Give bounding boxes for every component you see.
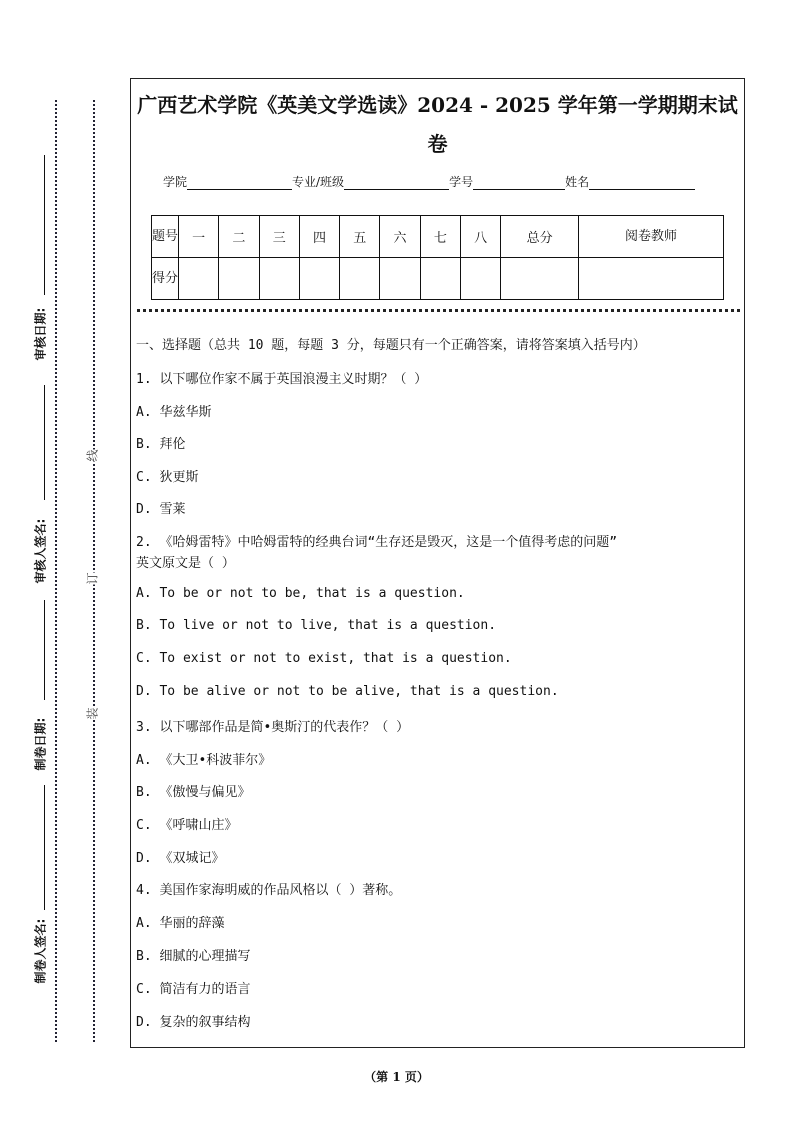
header-cell: 阅卷教师 xyxy=(579,216,724,258)
binding-dotted-line xyxy=(55,100,57,1042)
score-cell[interactable] xyxy=(340,258,380,300)
header-cell: 六 xyxy=(380,216,420,258)
header-cell: 三 xyxy=(259,216,299,258)
maker-sign-label: 制卷人签名: xyxy=(33,918,48,984)
option: A. 《大卫•科波菲尔》 xyxy=(136,753,272,768)
option: B. To live or not to live, that is a question. xyxy=(136,618,497,633)
option: A. To be or not to be, that is a question. xyxy=(136,586,465,601)
score-cell[interactable] xyxy=(380,258,420,300)
option: C. 《呼啸山庄》 xyxy=(136,818,238,833)
bind-mark: 线 xyxy=(85,449,100,462)
college-field[interactable] xyxy=(187,176,292,190)
question-stem-cont: 英文原文是（ ） xyxy=(136,556,235,571)
option: D. 雪莱 xyxy=(136,502,186,517)
score-cell[interactable] xyxy=(259,258,299,300)
question-stem: 2. 《哈姆雷特》中哈姆雷特的经典台词“生存还是毁灭，这是一个值得考虑的问题” xyxy=(136,535,618,550)
option: D. To be alive or not to be alive, that is a question. xyxy=(136,684,559,699)
id-label: 学号 xyxy=(449,175,474,189)
make-date-label: 制卷日期: xyxy=(33,717,48,771)
section-heading: 一、选择题（总共 10 题，每题 3 分，每题只有一个正确答案，请将答案填入括号内） xyxy=(136,338,646,353)
header-cell: 总分 xyxy=(501,216,579,258)
option: A. 华丽的辞藻 xyxy=(136,916,225,931)
question-stem: 3. 以下哪部作品是简•奥斯汀的代表作？（ ） xyxy=(136,720,410,735)
exam-title: 广西艺术学院《英美文学选读》2024 - 2025 学年第一学期期末试 xyxy=(137,93,738,117)
student-info xyxy=(163,173,695,190)
major-label: 专业/班级 xyxy=(292,175,345,189)
header-cell: 四 xyxy=(299,216,339,258)
exam-title-cont: 卷 xyxy=(427,132,448,156)
option: D. 复杂的叙事结构 xyxy=(136,1015,251,1030)
option: C. 简洁有力的语言 xyxy=(136,982,251,997)
score-cell[interactable] xyxy=(179,258,219,300)
major-field[interactable] xyxy=(344,176,449,190)
option: B. 拜伦 xyxy=(136,437,186,452)
signature-line xyxy=(44,785,45,910)
name-label: 姓名 xyxy=(565,175,590,189)
option: D. 《双城记》 xyxy=(136,851,225,866)
score-cell[interactable] xyxy=(219,258,259,300)
option: B. 细腻的心理描写 xyxy=(136,949,251,964)
score-cell[interactable] xyxy=(299,258,339,300)
bind-mark: 装 xyxy=(85,707,100,720)
header-cell: 二 xyxy=(219,216,259,258)
option: C. 狄更斯 xyxy=(136,470,199,485)
header-cell: 五 xyxy=(340,216,380,258)
college-label: 学院 xyxy=(163,175,188,189)
score-cell[interactable] xyxy=(501,258,579,300)
cut-line xyxy=(137,309,740,312)
option: B. 《傲慢与偏见》 xyxy=(136,785,251,800)
score-table xyxy=(151,215,724,300)
score-cell[interactable] xyxy=(460,258,500,300)
header-cell: 八 xyxy=(460,216,500,258)
question-stem: 4. 美国作家海明威的作品风格以（ ）著称。 xyxy=(136,883,402,898)
signature-line xyxy=(44,155,45,295)
signature-line xyxy=(44,600,45,700)
name-field[interactable] xyxy=(589,176,695,190)
question-stem: 1. 以下哪位作家不属于英国浪漫主义时期？（ ） xyxy=(136,372,428,387)
header-cell: 得分 xyxy=(152,258,179,300)
header-cell: 一 xyxy=(179,216,219,258)
signature-line xyxy=(44,385,45,500)
score-cell[interactable] xyxy=(579,258,724,300)
reviewer-sign-label: 审核人签名: xyxy=(33,518,48,584)
header-cell: 题号 xyxy=(152,216,179,258)
page-number: （第 1 页） xyxy=(364,1070,429,1084)
binding-dotted-line xyxy=(93,100,95,1042)
score-cell[interactable] xyxy=(420,258,460,300)
option: A. 华兹华斯 xyxy=(136,405,212,420)
review-date-label: 审核日期: xyxy=(33,307,48,361)
id-field[interactable] xyxy=(473,176,565,190)
bind-mark: 订 xyxy=(85,572,100,585)
option: C. To exist or not to exist, that is a question. xyxy=(136,651,512,666)
header-cell: 七 xyxy=(420,216,460,258)
